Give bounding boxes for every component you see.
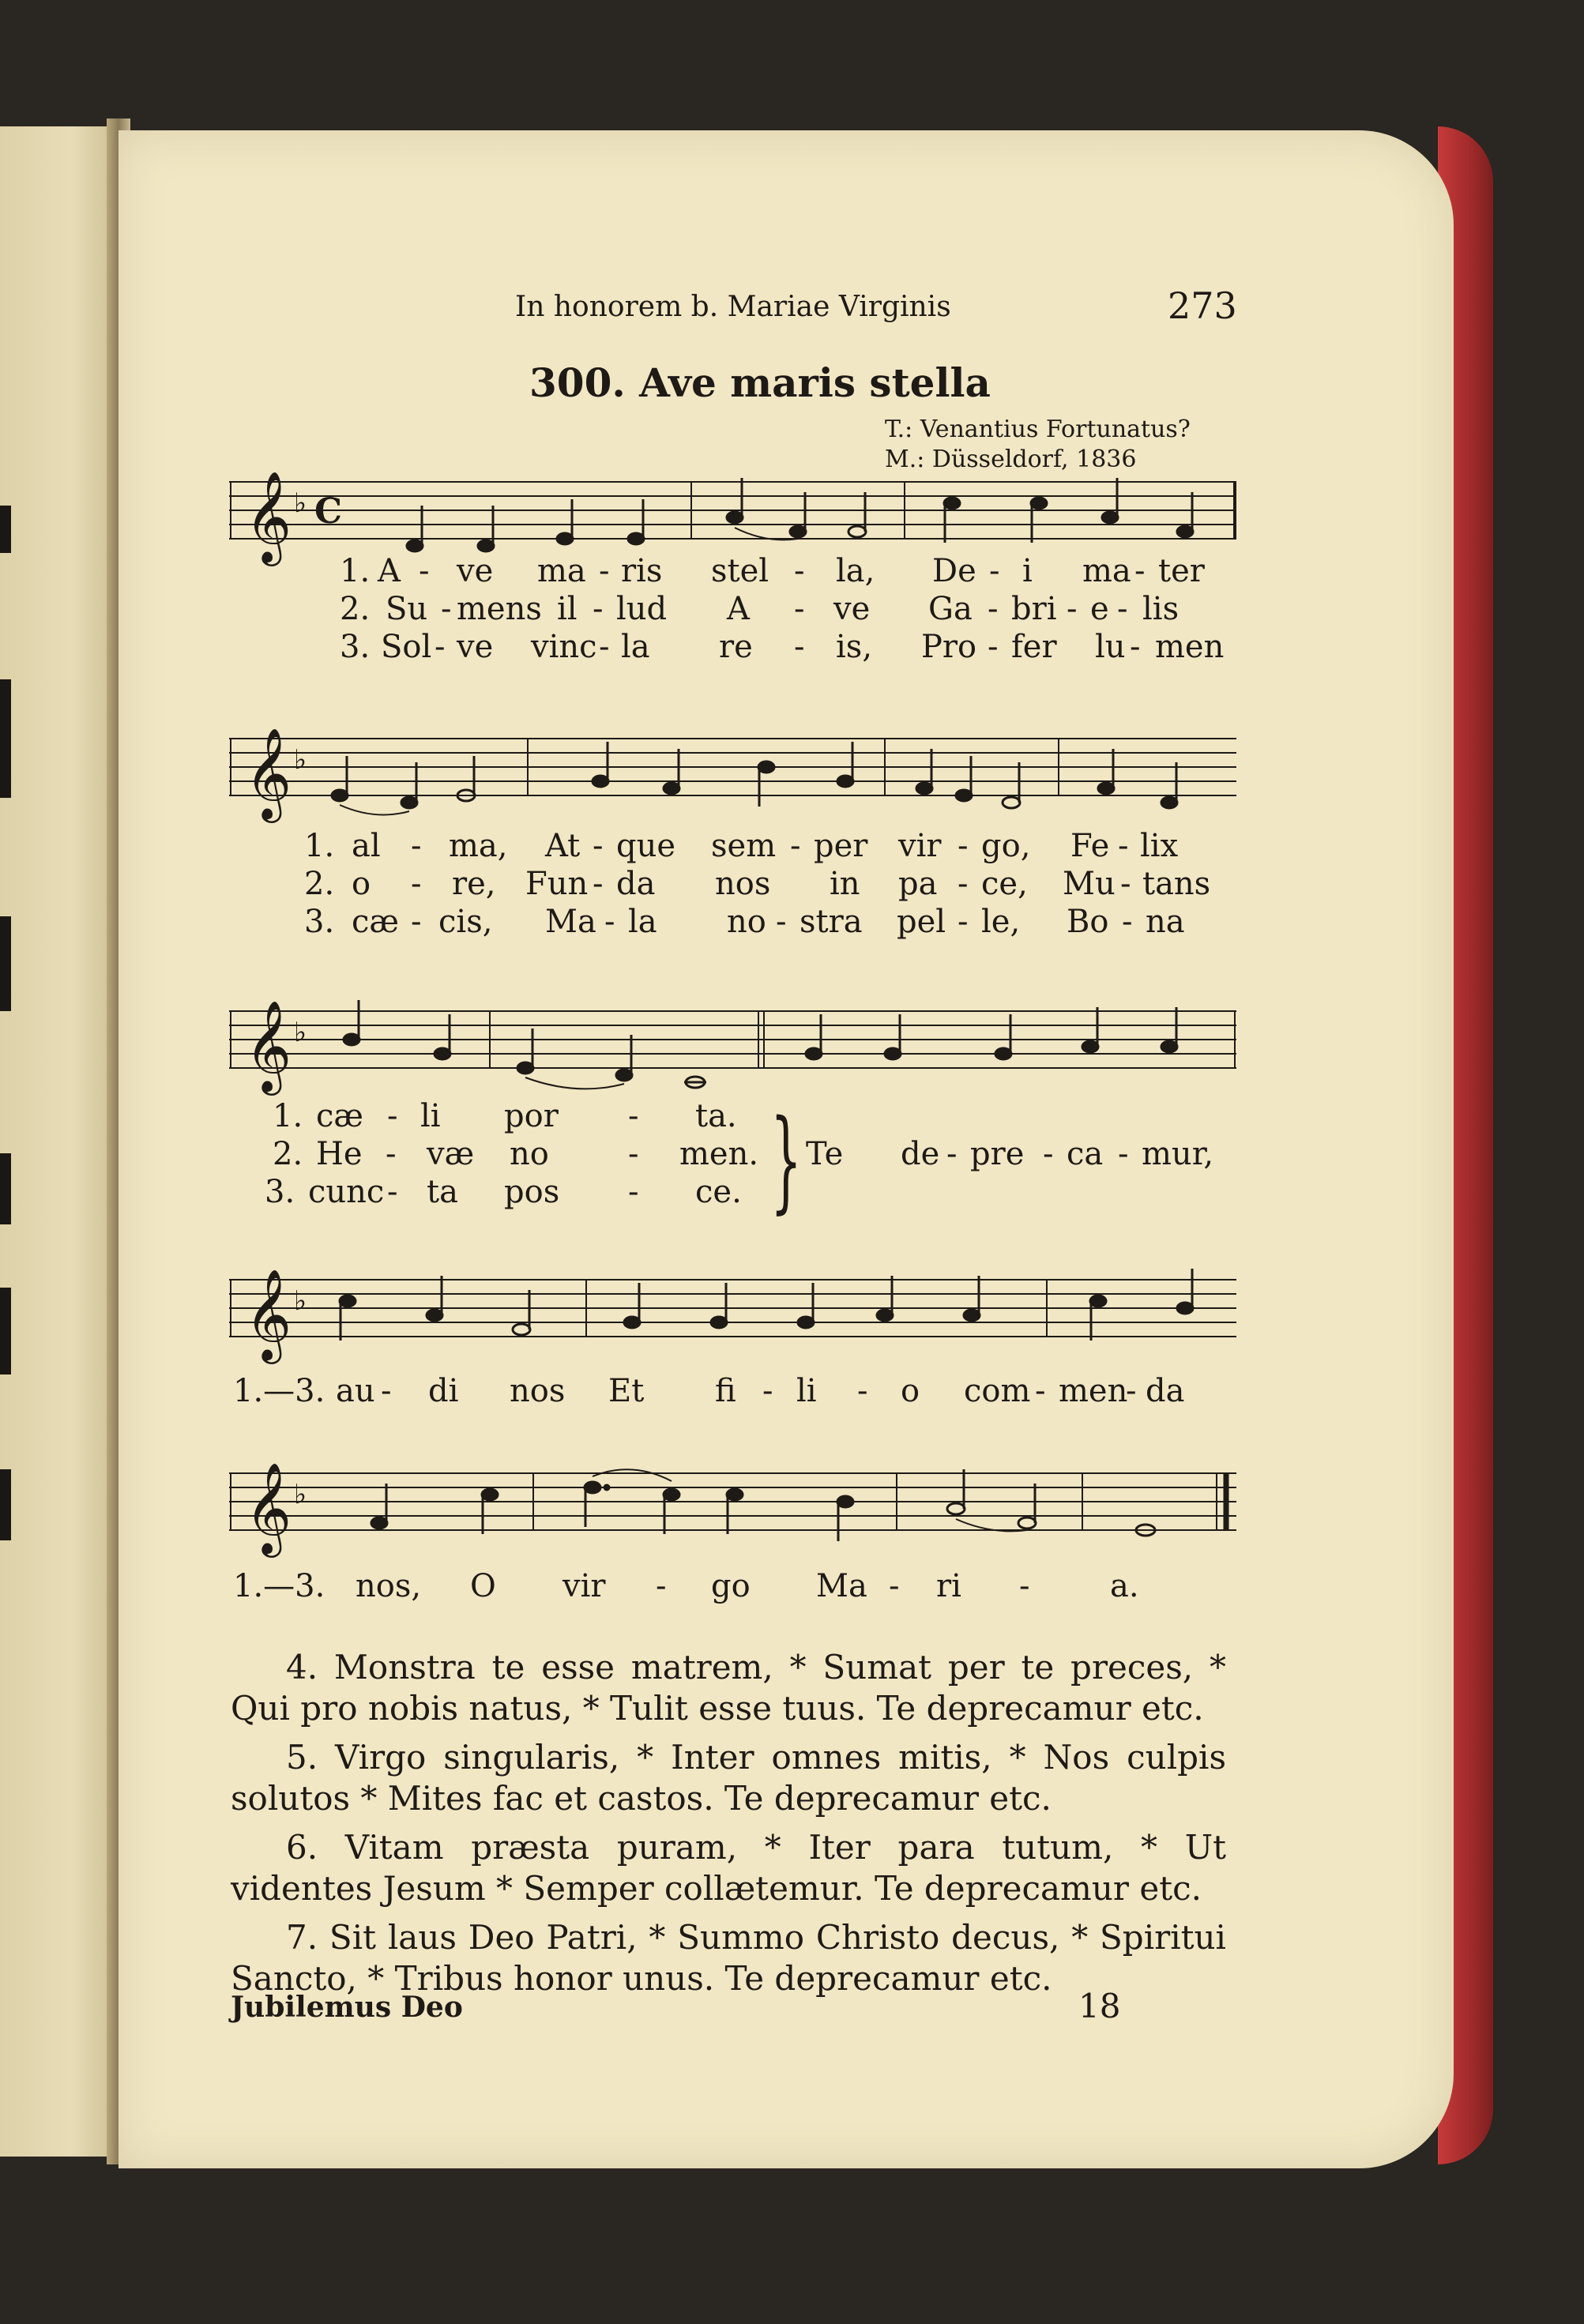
svg-text:♭: ♭: [294, 744, 307, 776]
svg-text:♭: ♭: [294, 1017, 307, 1048]
svg-text:𝄞: 𝄞: [245, 1268, 292, 1360]
music-staff-5: [229, 1457, 1240, 1560]
svg-text:C: C: [314, 491, 343, 532]
music-staff-3: [229, 995, 1240, 1098]
music-staff-4: [229, 1264, 1240, 1367]
text-credit: T.: Venantius Fortunatus?: [885, 416, 1191, 443]
footer-book-title: Jubilemus Deo: [231, 1991, 463, 2024]
hymn-title: 300. Ave maris stella: [529, 359, 991, 406]
svg-text:𝄞: 𝄞: [245, 1461, 292, 1554]
svg-text:𝄞: 𝄞: [245, 999, 292, 1092]
verse-6: 6. Vitam præsta puram, * Iter para tutum, * Ut videntes Jesum * Semper collætemur. Te deprecamur etc.: [231, 1828, 1226, 1908]
svg-text:𝄞: 𝄞: [245, 727, 292, 819]
footer-signature: 18: [1078, 1987, 1121, 2025]
running-title: In honorem b. Mariae Virginis: [515, 291, 951, 323]
svg-text:♭: ♭: [294, 1479, 307, 1510]
svg-text:♭: ♭: [294, 1285, 307, 1317]
svg-text:♭: ♭: [294, 487, 307, 519]
music-staff-2: [229, 723, 1240, 825]
verse-brace: }: [770, 1096, 803, 1225]
verse-7: 7. Sit laus Deo Patri, * Summo Christo decus, * Spiritui Sancto, * Tribus honor unus. Te deprecamur etc.: [231, 1918, 1226, 1998]
page-number: 273: [1168, 284, 1237, 327]
verse-5: 5. Virgo singularis, * Inter omnes mitis, * Nos culpis solutos * Mites fac et castos. Te deprecamur etc.: [231, 1738, 1226, 1818]
facing-page-edge: [0, 126, 119, 2157]
svg-text:𝄞: 𝄞: [245, 470, 292, 562]
melody-credit: M.: Düsseldorf, 1836: [885, 446, 1137, 473]
verse-4: 4. Monstra te esse matrem, * Sumat per te preces, * Qui pro nobis natus, * Tulit esse tuus. Te deprecamur etc.: [231, 1648, 1226, 1728]
additional-verses: [231, 1647, 1226, 2007]
